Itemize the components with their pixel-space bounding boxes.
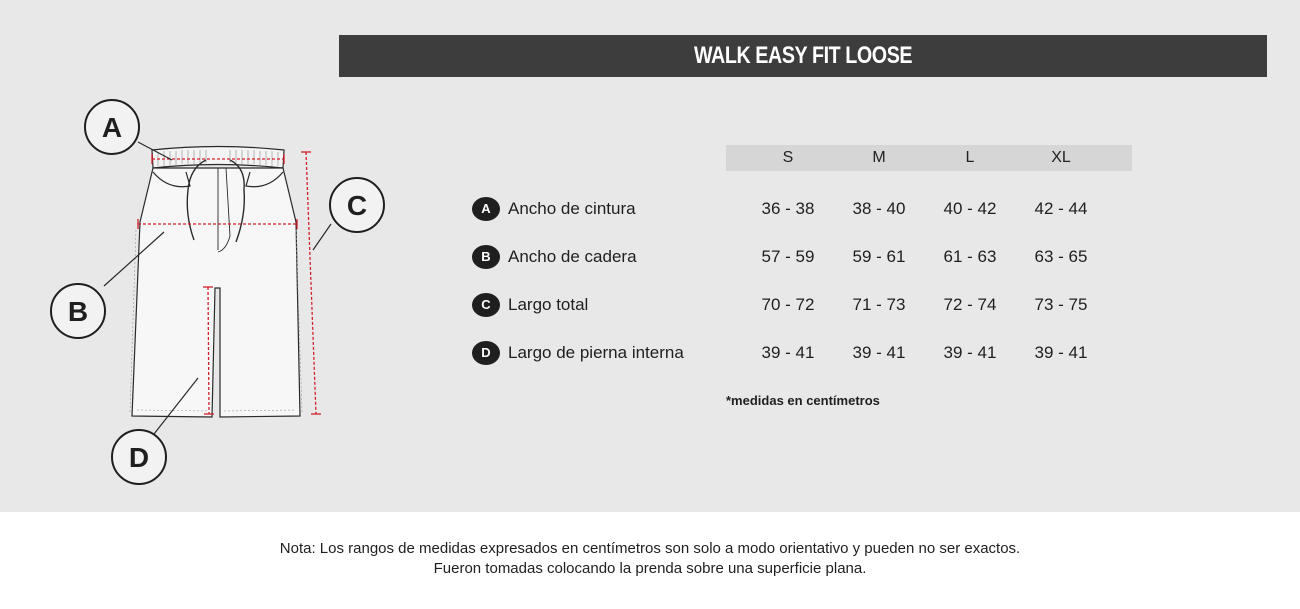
row-value: 39 - 41 — [943, 343, 997, 362]
row-badge: D — [472, 341, 500, 365]
shorts-diagram — [0, 0, 420, 512]
row-value: 57 - 59 — [761, 247, 815, 266]
row-value: 61 - 63 — [943, 247, 997, 266]
callout-letter-c: C — [346, 190, 368, 221]
size-header-s: S — [782, 149, 794, 166]
size-header-m: M — [872, 149, 886, 166]
measure-row-total-length — [472, 290, 1132, 320]
row-value: 71 - 73 — [852, 295, 906, 314]
callout-letter-d: D — [128, 442, 150, 473]
row-value: 63 - 65 — [1034, 247, 1088, 266]
row-value: 40 - 42 — [943, 199, 997, 218]
measure-row-inseam — [472, 338, 1132, 368]
row-label: Largo total — [508, 295, 589, 314]
measure-row-waist — [472, 194, 1132, 224]
size-header-l: L — [965, 149, 975, 166]
shorts-body — [132, 168, 300, 417]
callout-letter-a: A — [101, 112, 123, 143]
callout-c — [330, 178, 384, 232]
row-value: 42 - 44 — [1034, 199, 1088, 218]
row-value: 39 - 41 — [761, 343, 815, 362]
footer-note — [0, 539, 1300, 579]
row-value: 72 - 74 — [943, 295, 997, 314]
measure-line-c — [306, 152, 316, 414]
row-value: 38 - 40 — [852, 199, 906, 218]
row-badge: C — [472, 293, 500, 317]
footer-line-2: Fueron tomadas colocando la prenda sobre una superficie plana. — [433, 560, 867, 577]
unit-note: *medidas en centímetros — [726, 393, 880, 408]
size-header-row — [726, 145, 1132, 171]
waistband — [152, 147, 284, 169]
callout-d — [112, 430, 166, 484]
footer-line-1: Nota: Los rangos de medidas expresados en centímetros son solo a modo orientativo y pueden no ser exactos. — [279, 540, 1021, 557]
row-value: 39 - 41 — [852, 343, 906, 362]
measure-row-hip — [472, 242, 1132, 272]
chart-title-bar — [339, 35, 1267, 77]
row-badge: B — [472, 245, 500, 269]
row-value: 59 - 61 — [852, 247, 906, 266]
row-label: Largo de pierna interna — [508, 343, 684, 362]
callout-a — [85, 100, 139, 154]
row-value: 36 - 38 — [761, 199, 815, 218]
callout-letter-b: B — [67, 296, 89, 327]
row-label: Ancho de cintura — [508, 199, 636, 218]
row-value: 70 - 72 — [761, 295, 815, 314]
chart-title: WALK EASY FIT LOOSE — [693, 42, 913, 69]
row-value: 39 - 41 — [1034, 343, 1088, 362]
row-badge: A — [472, 197, 500, 221]
row-value: 73 - 75 — [1034, 295, 1088, 314]
callout-b — [51, 284, 105, 338]
size-header-xl: XL — [1051, 149, 1071, 166]
row-label: Ancho de cadera — [508, 247, 637, 266]
